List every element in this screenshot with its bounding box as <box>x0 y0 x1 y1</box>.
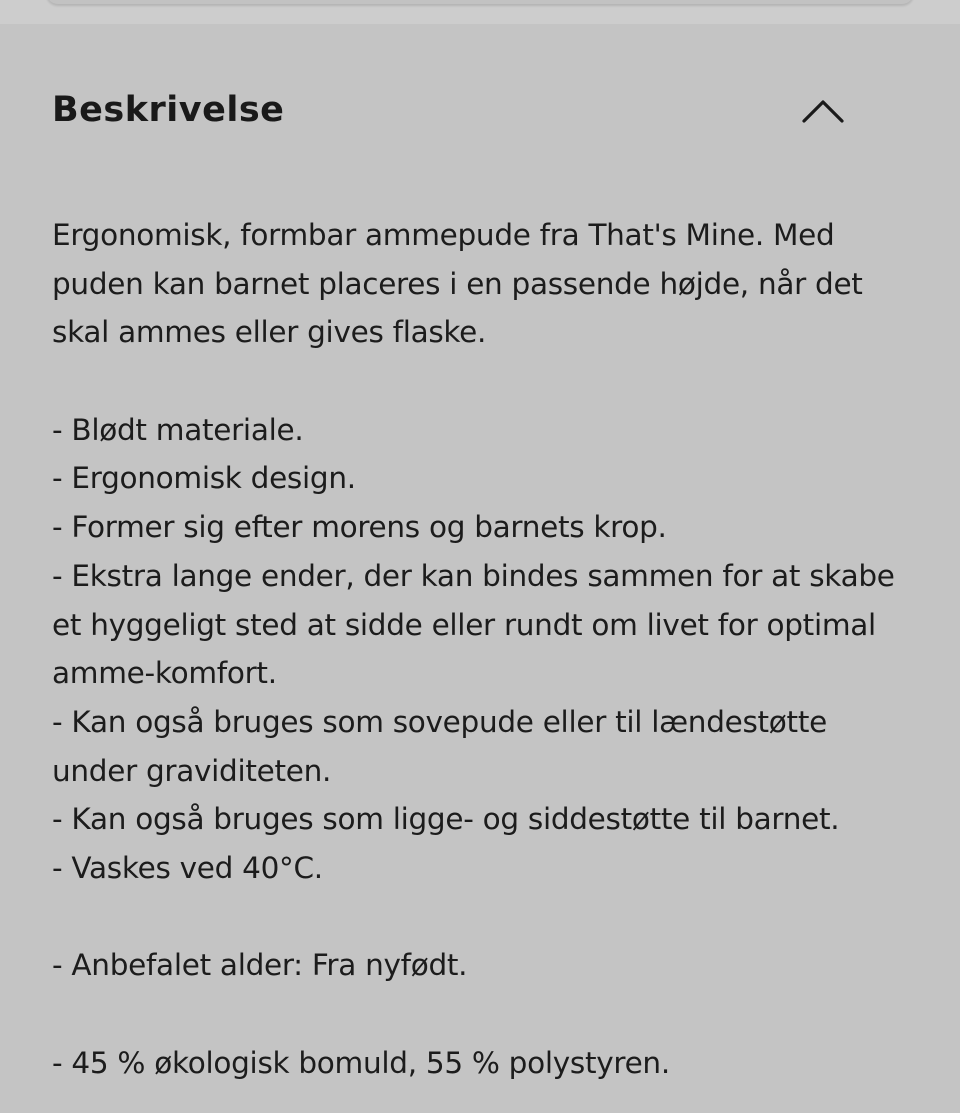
description-body <box>52 211 932 1087</box>
feature-line: - Kan også bruges som sovepude eller til lændestøtte <box>52 704 827 739</box>
paragraph-gap <box>52 990 932 1039</box>
feature-line: under graviditeten. <box>52 753 332 788</box>
feature-line: - Kan også bruges som ligge- og siddestøtte til barnet. <box>52 802 840 837</box>
feature-line: - Vaskes ved 40°C. <box>52 850 323 885</box>
paragraph-gap <box>52 893 932 942</box>
age-line: - Anbefalet alder: Fra nyfødt. <box>52 948 468 983</box>
feature-line: - Blødt materiale. <box>52 412 304 447</box>
feature-line: et hyggeligt sted at sidde eller rundt om livet for optimal <box>52 607 876 642</box>
paragraph-gap <box>52 357 932 406</box>
feature-line: - Ergonomisk design. <box>52 461 356 496</box>
feature-line: - Former sig efter morens og barnets krop. <box>52 510 667 545</box>
description-accordion-header[interactable] <box>0 70 960 150</box>
material-line: - 45 % økologisk bomuld, 55 % polystyren. <box>52 1045 670 1080</box>
feature-line: amme-komfort. <box>52 656 277 691</box>
accordion-title: Beskrivelse <box>52 90 285 130</box>
feature-line: - Ekstra lange ender, der kan bindes sammen for at skabe <box>52 558 895 593</box>
chevron-up-icon[interactable] <box>802 97 844 123</box>
description-line: puden kan barnet placeres i en passende højde, når det <box>52 266 863 301</box>
previous-section-card <box>46 0 914 4</box>
description-line: Ergonomisk, formbar ammepude fra That's Mine. Med <box>52 218 835 252</box>
description-line: skal ammes eller gives flaske. <box>52 315 487 350</box>
